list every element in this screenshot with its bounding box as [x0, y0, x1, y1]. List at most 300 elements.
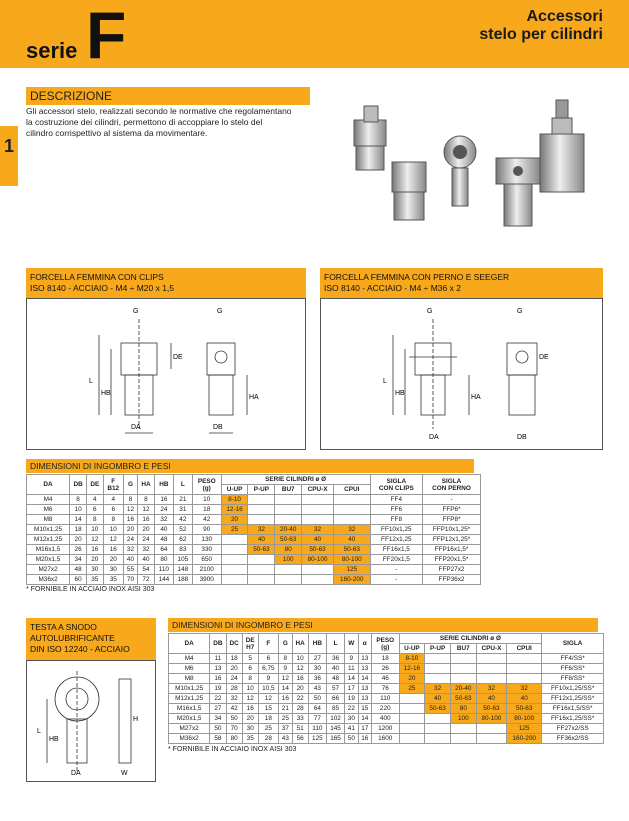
- column-header: CPU-X: [302, 485, 334, 495]
- table-cell: 14: [70, 515, 87, 525]
- column-header: DC: [226, 634, 242, 654]
- column-header: PESO (g): [192, 475, 221, 495]
- table-cell: 25: [279, 714, 292, 724]
- table-cell: 20: [87, 555, 103, 565]
- table-cell: 16: [87, 545, 103, 555]
- column-header: U-UP: [399, 644, 425, 654]
- table-cell: [476, 664, 506, 674]
- table-cell: 52: [173, 525, 192, 535]
- table-cell: M27x2: [27, 565, 70, 575]
- table-cell: -: [423, 495, 481, 505]
- drawing-clevis-clips: [26, 298, 306, 450]
- dim-label: G: [427, 308, 433, 315]
- table-cell: FF4/SS*: [542, 654, 604, 664]
- table-cell: [425, 724, 451, 734]
- description-text: [26, 106, 316, 139]
- table-cell: 148: [173, 565, 192, 575]
- table-cell: [476, 654, 506, 664]
- table-cell: FF20x1,5: [370, 555, 422, 565]
- table-cell: 43: [279, 734, 292, 744]
- table-cell: 20-40: [450, 684, 476, 694]
- table-cell: 37: [279, 724, 292, 734]
- table-cell: 13: [210, 664, 226, 674]
- table-cell: [302, 515, 334, 525]
- section-subtitle: ISO 8140 - ACCIAIO - M4 ÷ M20 x 1,5: [30, 283, 175, 293]
- table-header-row: [27, 475, 481, 485]
- table-cell: 77: [308, 714, 326, 724]
- dim-label: HA: [471, 394, 481, 401]
- column-header: L: [173, 475, 192, 495]
- table-cell: 20: [221, 515, 248, 525]
- description-line: la costruzione dei cilindri, permettono di accoppiare lo stelo del: [26, 117, 263, 127]
- table-cell: [450, 664, 476, 674]
- table-cell: 80-100: [476, 714, 506, 724]
- table-cell: FF6/SS*: [542, 664, 604, 674]
- section-title: FORCELLA FEMMINA CON CLIPS: [30, 272, 164, 282]
- table-cell: 42: [173, 515, 192, 525]
- table-cell: 160-200: [333, 575, 370, 585]
- table-cell: 10: [87, 525, 103, 535]
- dimensions-table-rod-end: [168, 633, 604, 744]
- table-cell: 10: [292, 654, 308, 664]
- table-cell: -: [370, 575, 422, 585]
- table-cell: 80: [450, 704, 476, 714]
- table-cell: 2100: [192, 565, 221, 575]
- column-header: BU7: [450, 644, 476, 654]
- table-cell: [425, 674, 451, 684]
- table-cell: 20: [242, 714, 258, 724]
- table-cell: 24: [123, 535, 137, 545]
- table-cell: M10x1,25: [169, 684, 210, 694]
- table-cell: 3900: [192, 575, 221, 585]
- table-cell: 9: [258, 674, 279, 684]
- table-cell: 32: [333, 525, 370, 535]
- column-header: PESO (g): [371, 634, 399, 654]
- description-line: Gli accessori stelo, realizzati secondo le normative che regolamentano: [26, 106, 292, 116]
- table-cell: 50-63: [302, 545, 334, 555]
- dim-label: HB: [49, 736, 59, 743]
- table-cell: M16x1,5: [27, 545, 70, 555]
- table-cell: 42: [226, 704, 242, 714]
- table-cell: 25: [258, 724, 279, 734]
- table-row: [27, 575, 481, 585]
- table-cell: FFP27x2: [423, 565, 481, 575]
- table-cell: 20: [123, 525, 137, 535]
- table-cell: [476, 674, 506, 684]
- table-cell: 1600: [371, 734, 399, 744]
- table-cell: 18: [192, 505, 221, 515]
- table2-title: DIMENSIONI DI INGOMBRO E PESI: [168, 618, 598, 632]
- dim-label: DE: [539, 354, 549, 361]
- table-cell: 48: [154, 535, 173, 545]
- table-cell: [399, 714, 425, 724]
- description-heading: DESCRIZIONE: [26, 87, 310, 105]
- table-cell: 70: [226, 724, 242, 734]
- table-cell: FF12x1,25/SS*: [542, 694, 604, 704]
- table-cell: 10,5: [258, 684, 279, 694]
- table-cell: 11: [345, 664, 358, 674]
- table-cell: 80: [226, 734, 242, 744]
- table-cell: 80: [275, 545, 302, 555]
- table-header-row: [169, 634, 604, 644]
- table-row: [169, 684, 604, 694]
- column-header: DB: [210, 634, 226, 654]
- table-cell: 32: [248, 525, 275, 535]
- drawing-rod-end: [26, 660, 156, 782]
- table-cell: FF4: [370, 495, 422, 505]
- table-cell: [399, 724, 425, 734]
- table-cell: 90: [192, 525, 221, 535]
- table-cell: 33: [292, 714, 308, 724]
- table-cell: 6: [258, 654, 279, 664]
- table-cell: [425, 734, 451, 744]
- table-row: [27, 555, 481, 565]
- serie-label: serie: [26, 38, 78, 63]
- table-cell: 32: [476, 684, 506, 694]
- table-cell: 36: [308, 674, 326, 684]
- table-cell: [248, 565, 275, 575]
- title-line-1: Accessori: [526, 8, 603, 25]
- table-cell: [248, 495, 275, 505]
- table-cell: 28: [226, 684, 242, 694]
- dim-label: DB: [213, 424, 223, 431]
- table-cell: 110: [371, 694, 399, 704]
- clevis-part-2: [392, 162, 426, 220]
- table-cell: 50: [226, 714, 242, 724]
- table-cell: 10: [70, 505, 87, 515]
- table-cell: 16: [210, 674, 226, 684]
- column-group-header: SERIE CILINDRI ø Ø: [221, 475, 370, 485]
- table-cell: 43: [308, 684, 326, 694]
- table-cell: [248, 555, 275, 565]
- table-cell: 17: [345, 684, 358, 694]
- column-header: G: [279, 634, 292, 654]
- table-cell: M4: [27, 495, 70, 505]
- column-header: DE: [87, 475, 103, 495]
- dim-label: G: [517, 308, 523, 315]
- table-cell: 40: [333, 535, 370, 545]
- table-cell: 100: [450, 714, 476, 724]
- table-cell: 40: [248, 535, 275, 545]
- table-cell: 50: [345, 734, 358, 744]
- table-cell: 14: [279, 684, 292, 694]
- table-cell: 85: [326, 704, 344, 714]
- table-row: [169, 734, 604, 744]
- section-subtitle: ISO 8140 - ACCIAIO - M4 ÷ M36 x 2: [324, 283, 461, 293]
- table-cell: 145: [326, 724, 344, 734]
- table-row: [169, 724, 604, 734]
- table-cell: [507, 654, 542, 664]
- table-cell: FFP12x1,25*: [423, 535, 481, 545]
- table-cell: 31: [173, 505, 192, 515]
- column-header: BU7: [275, 485, 302, 495]
- table-cell: [450, 654, 476, 664]
- table-cell: 14: [358, 674, 371, 684]
- column-header: P-UP: [425, 644, 451, 654]
- column-header: F: [258, 634, 279, 654]
- table-cell: 40: [476, 694, 506, 704]
- table-cell: FF10x1,25/SS*: [542, 684, 604, 694]
- table-cell: 125: [308, 734, 326, 744]
- table-cell: 21: [173, 495, 192, 505]
- table-cell: [333, 515, 370, 525]
- table-cell: 110: [308, 724, 326, 734]
- table-cell: 110: [154, 565, 173, 575]
- dim-label: DA: [131, 424, 141, 431]
- table-cell: FF27x2/SS: [542, 724, 604, 734]
- table-cell: 35: [103, 575, 123, 585]
- table-row: [27, 535, 481, 545]
- table-cell: FF8/SS*: [542, 674, 604, 684]
- table-cell: M8: [169, 674, 210, 684]
- table-cell: 27: [210, 704, 226, 714]
- table-cell: 21: [279, 704, 292, 714]
- table-cell: M20x1,5: [169, 714, 210, 724]
- table-cell: M10x1,25: [27, 525, 70, 535]
- table-cell: 8: [137, 495, 154, 505]
- table-cell: 13: [358, 694, 371, 704]
- column-header: W: [345, 634, 358, 654]
- table-cell: FF6: [370, 505, 422, 515]
- table-row: [169, 654, 604, 664]
- table-cell: 32: [226, 694, 242, 704]
- table-cell: 16: [123, 515, 137, 525]
- table-cell: 15: [358, 704, 371, 714]
- table-row: [27, 515, 481, 525]
- table-cell: 41: [345, 724, 358, 734]
- table-cell: [425, 664, 451, 674]
- table-cell: 6,75: [258, 664, 279, 674]
- table-cell: [450, 674, 476, 684]
- table-cell: M12x1,25: [27, 535, 70, 545]
- product-illustration: [340, 92, 610, 232]
- table-cell: [275, 495, 302, 505]
- table-cell: 30: [345, 714, 358, 724]
- drawing-clevis-pin: [320, 298, 603, 450]
- section-heading-clevis-pin: [320, 268, 603, 298]
- table-cell: 6: [242, 664, 258, 674]
- dim-label: L: [37, 728, 41, 735]
- table-cell: 12: [258, 694, 279, 704]
- column-header: CPU-X: [476, 644, 506, 654]
- column-group-header: SERIE CILINDRI ø Ø: [399, 634, 542, 644]
- table-cell: 56: [292, 734, 308, 744]
- column-header: HA: [292, 634, 308, 654]
- table-cell: M6: [169, 664, 210, 674]
- table-cell: 42: [192, 515, 221, 525]
- table-cell: 12: [137, 505, 154, 515]
- table-cell: [450, 724, 476, 734]
- table-cell: 50-63: [450, 694, 476, 704]
- table-cell: 12: [292, 664, 308, 674]
- table-cell: 26: [70, 545, 87, 555]
- table-cell: FF16x1,5/SS*: [542, 704, 604, 714]
- table-cell: 28: [292, 704, 308, 714]
- table-cell: 16: [103, 545, 123, 555]
- table-cell: 10: [192, 495, 221, 505]
- table-cell: 30: [308, 664, 326, 674]
- table-cell: 13: [358, 684, 371, 694]
- table-cell: 9: [279, 664, 292, 674]
- table-cell: 20: [399, 674, 425, 684]
- title-line-2: stelo per cilindri: [479, 26, 603, 43]
- table-cell: 18: [258, 714, 279, 724]
- table-cell: 15: [258, 704, 279, 714]
- table-cell: [302, 505, 334, 515]
- table-cell: 12-16: [399, 664, 425, 674]
- table-cell: [399, 704, 425, 714]
- table-cell: M12x1,25: [169, 694, 210, 704]
- table-cell: FF8: [370, 515, 422, 525]
- table-cell: FFP10x1,25*: [423, 525, 481, 535]
- table-cell: 8-10: [221, 495, 248, 505]
- table-cell: 12: [123, 505, 137, 515]
- table-cell: 13: [358, 654, 371, 664]
- column-header: U-UP: [221, 485, 248, 495]
- table-row: [27, 505, 481, 515]
- table-cell: 400: [371, 714, 399, 724]
- table-cell: 14: [358, 714, 371, 724]
- table-cell: 50-63: [425, 704, 451, 714]
- table-row: [169, 674, 604, 684]
- table-cell: 10: [242, 684, 258, 694]
- column-header: SIGLA CON CLIPS: [370, 475, 422, 495]
- table-cell: 40: [137, 555, 154, 565]
- table-cell: 48: [70, 565, 87, 575]
- table-cell: [221, 565, 248, 575]
- table-cell: [248, 575, 275, 585]
- table-cell: 8: [70, 495, 87, 505]
- page-title: [479, 8, 603, 44]
- column-header: DE H7: [242, 634, 258, 654]
- table-cell: 100: [275, 555, 302, 565]
- table-cell: [221, 545, 248, 555]
- table-cell: 50-63: [476, 704, 506, 714]
- chapter-tab: 1: [0, 126, 18, 186]
- table-cell: 20: [70, 535, 87, 545]
- table-cell: [302, 565, 334, 575]
- table-cell: 14: [345, 674, 358, 684]
- table-cell: 188: [173, 575, 192, 585]
- table-cell: 57: [326, 684, 344, 694]
- section-heading-clevis-clips: [26, 268, 306, 298]
- table-cell: [302, 575, 334, 585]
- table-cell: 83: [173, 545, 192, 555]
- table-cell: 20-40: [275, 525, 302, 535]
- table-cell: [476, 724, 506, 734]
- table1-title: DIMENSIONI DI INGOMBRO E PESI: [26, 459, 474, 473]
- table-cell: 80-100: [333, 555, 370, 565]
- table-row: [169, 714, 604, 724]
- table-cell: 80-100: [302, 555, 334, 565]
- column-header: DB: [70, 475, 87, 495]
- column-header: α: [358, 634, 371, 654]
- table-cell: 40: [326, 664, 344, 674]
- table-cell: 16: [358, 734, 371, 744]
- table-cell: 20: [292, 684, 308, 694]
- table-cell: 50-63: [275, 535, 302, 545]
- description-line: cilindro corrispettivo al sistema da movimentare.: [26, 128, 208, 138]
- table-cell: 32: [137, 545, 154, 555]
- table-cell: 40: [123, 555, 137, 565]
- self-aligning-part: [540, 100, 584, 192]
- column-header: G: [123, 475, 137, 495]
- column-header: DA: [169, 634, 210, 654]
- table-cell: 22: [210, 694, 226, 704]
- table-cell: 8: [279, 654, 292, 664]
- table-cell: 66: [326, 694, 344, 704]
- table-cell: -: [370, 565, 422, 575]
- table-cell: 51: [292, 724, 308, 734]
- table-cell: [248, 505, 275, 515]
- table-cell: [302, 495, 334, 505]
- table-cell: 54: [137, 565, 154, 575]
- table-cell: FFP16x1,5*: [423, 545, 481, 555]
- table-cell: [248, 515, 275, 525]
- table-cell: 80-100: [507, 714, 542, 724]
- table-row: [169, 704, 604, 714]
- table-cell: 17: [358, 724, 371, 734]
- table-cell: 62: [173, 535, 192, 545]
- serie-letter: F: [86, 0, 127, 72]
- dim-label: HB: [101, 390, 111, 397]
- table-row: [27, 565, 481, 575]
- table-cell: FF16x1,25/SS*: [542, 714, 604, 724]
- table-cell: 30: [87, 565, 103, 575]
- table-cell: 32: [425, 684, 451, 694]
- table-cell: 32: [302, 525, 334, 535]
- table-cell: [425, 654, 451, 664]
- table-cell: M36x2: [27, 575, 70, 585]
- table-cell: 36: [326, 654, 344, 664]
- column-header: P-UP: [248, 485, 275, 495]
- table-cell: 20: [226, 664, 242, 674]
- dim-label: HA: [249, 394, 259, 401]
- table-cell: 160-200: [507, 734, 542, 744]
- table-cell: 4: [103, 495, 123, 505]
- table-cell: 5: [242, 654, 258, 664]
- table-cell: [221, 535, 248, 545]
- table-cell: 16: [242, 704, 258, 714]
- table-cell: 20: [137, 525, 154, 535]
- dim-label: DA: [429, 434, 439, 441]
- table-cell: 8: [123, 495, 137, 505]
- table-cell: 64: [154, 545, 173, 555]
- dim-label: G: [217, 308, 223, 315]
- rod-end-part: [444, 136, 476, 206]
- table-cell: 6: [87, 505, 103, 515]
- table-cell: FFP8*: [423, 515, 481, 525]
- table-cell: 58: [210, 734, 226, 744]
- table-cell: 32: [154, 515, 173, 525]
- flange-part: [496, 158, 540, 226]
- table-cell: FF10x1,25: [370, 525, 422, 535]
- table-row: [169, 664, 604, 674]
- table-cell: 26: [371, 664, 399, 674]
- table-cell: 50-63: [248, 545, 275, 555]
- table-cell: [275, 575, 302, 585]
- table-cell: 220: [371, 704, 399, 714]
- table-cell: 18: [371, 654, 399, 664]
- table-cell: 64: [308, 704, 326, 714]
- section-title: AUTOLUBRIFICANTE: [30, 633, 115, 643]
- table-cell: 18: [226, 654, 242, 664]
- table-cell: 6: [103, 505, 123, 515]
- dim-label: DA: [71, 770, 81, 777]
- table-cell: 4: [87, 495, 103, 505]
- table-cell: 34: [70, 555, 87, 565]
- table-cell: 12: [242, 694, 258, 704]
